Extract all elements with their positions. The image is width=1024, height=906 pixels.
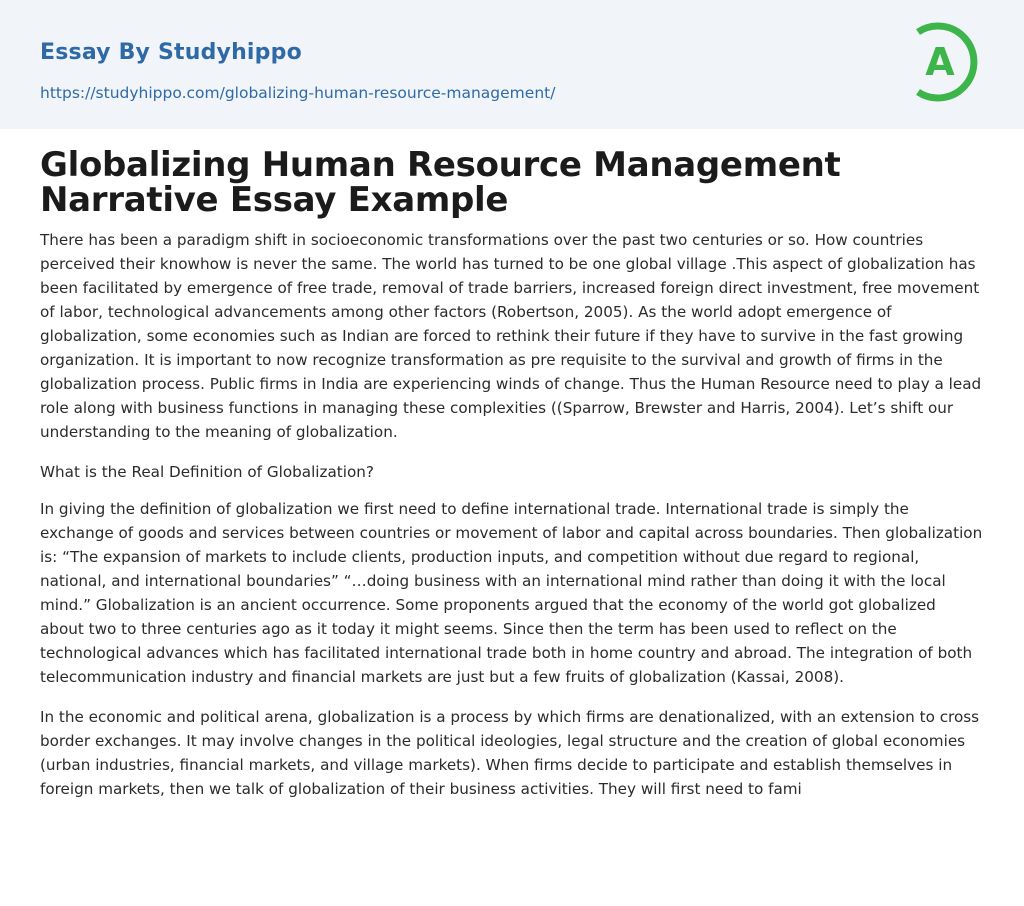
page-header — [0, 0, 1024, 129]
site-brand[interactable]: Essay By Studyhippo — [40, 40, 302, 65]
essay-paragraph: In giving the definition of globalization we first need to define international trade. International trade is simply the exchange of goods and services between countries or movement of labor and capital across boundaries. Then globalization is: “The expansion of markets to include clients, production inputs, and competition without due regard to regional, national, and international boundaries” “…doing business with an international mind rather than doing it with the local mind.” Globalization is an ancient occurrence. Some proponents argued that the economy of the world got globalized about two to three centuries ago as it today it might seems. Since then the term has been used to reflect on the technological advances which has facilitated international trade both in home country and abroad. The integration of both telecommunication industry and financial markets are just but a few fruits of globalization (Kassai, 2008). — [40, 500, 983, 686]
studyhippo-logo-icon[interactable] — [912, 18, 988, 106]
essay-title: Globalizing Human Resource Management Narrative Essay Example — [40, 145, 841, 220]
section-heading: What is the Real Definition of Globalization? — [40, 463, 374, 481]
logo-letter: A — [925, 40, 955, 84]
essay-paragraph: There has been a paradigm shift in socioeconomic transformations over the past two centuries or so. How countries perceived their knowhow is never the same. The world has turned to be one global village .This aspect of globalization has been facilitated by emergence of free trade, removal of trade barriers, increased foreign direct investment, free movement of labor, technological advancements among other factors (Robertson, 2005). As the world adopt emergence of globalization, some economies such as Indian are forced to rethink their future if they have to survive in the fast growing organization. It is important to now recognize transformation as pre requisite to the survival and growth of firms in the globalization process. Public firms in India are experiencing winds of change. Thus the Human Resource need to play a lead role along with business functions in managing these complexities ((Sparrow, Brewster and Harris, 2004). Let’s shift our understanding to the meaning of globalization. — [40, 231, 982, 441]
essay-body — [40, 228, 984, 817]
page-url-link[interactable]: https://studyhippo.com/globalizing-human-resource-management/ — [40, 84, 556, 102]
essay-paragraph: In the economic and political arena, globalization is a process by which firms are denationalized, with an extension to cross border exchanges. It may involve changes in the political ideologies, legal structure and the creation of global economies (urban industries, financial markets, and village markets). When firms decide to participate and establish themselves in foreign markets, then we talk of globalization of their business activities. They will first need to fami — [40, 708, 980, 798]
